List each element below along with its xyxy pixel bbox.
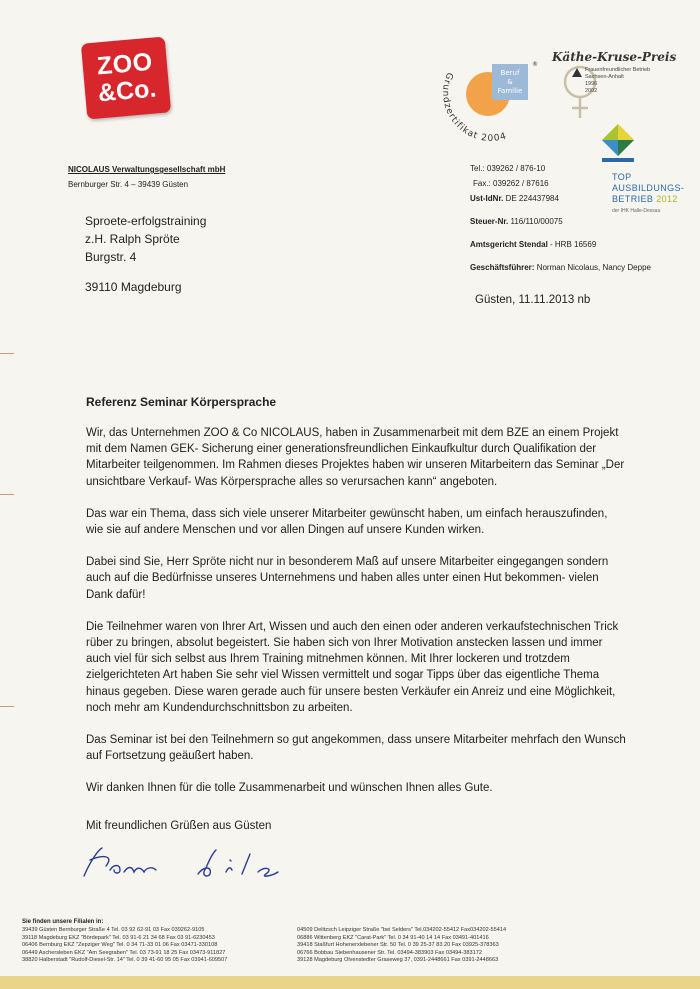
recipient-address	[85, 212, 206, 296]
zoo-co-logo	[81, 36, 171, 119]
contact-geschaeftsfuehrer	[470, 264, 651, 272]
top-ausbildungsbetrieb-badge-icon	[600, 122, 636, 170]
contact-steuer	[470, 218, 563, 226]
ust-value: DE 224437984	[505, 194, 559, 203]
handwritten-signature	[80, 840, 300, 885]
recipient-city: 39110 Magdeburg	[85, 280, 182, 294]
beruf-text: Beruf	[500, 69, 520, 77]
branch-line: 06766 Bobbau Siebenhausener Str. Tel. 03494-383903 Fax 03494-383172	[297, 949, 482, 956]
recipient-line2: z.H. Ralph Spröte	[85, 232, 180, 246]
top-line2: AUSBILDUNGS-	[612, 182, 685, 193]
contact-amtsgericht	[470, 241, 596, 249]
fold-mark	[0, 494, 14, 495]
kaethe-line4: 2002	[585, 87, 598, 94]
familie-text: Familie	[497, 87, 523, 95]
branch-line: 06449 Aschersleben EKZ "Am Seegraben" Tel. 03 73-91 18 25 Fax 03473-911827	[22, 949, 226, 956]
branch-line: 39118 Magdeburg EKZ "Bördepark" Tel. 03 91-6 21 34 68 Fax 03 91-6230453	[22, 934, 215, 941]
footer-heading: Sie finden unsere Filialen in:	[22, 919, 104, 925]
body-paragraph: Das war ein Thema, dass sich viele unserer Mitarbeiter gewünscht haben, um einfach herauszufinden, wie sie auf andere Menschen und vor allen Dingen auf unsere Kunden wirken.	[86, 507, 608, 537]
grundzertifikat-seal	[436, 42, 546, 142]
branch-line: 06406 Bernburg EKZ "Zepziger Weg" Tel. 0 34 71-33 01 06 Fax 03471-330108	[22, 942, 218, 948]
top-year: 2012	[656, 193, 678, 204]
top-ausbildungsbetrieb-text	[612, 172, 684, 204]
gf-label: Geschäftsführer:	[470, 263, 535, 272]
logo-line1: ZOO	[95, 47, 154, 81]
grundzertifikat-arc-text: Grundzertifikat 2004	[440, 70, 509, 142]
contact-fax: Fax.: 039262 / 87616	[473, 179, 549, 188]
footer-color-bar	[0, 976, 700, 989]
body-paragraph: Die Teilnehmer waren von Ihrer Art, Wissen und auch den einen oder anderen verkaufstechnischen Trick rüber zu bringen, absolut begeistert. Sie haben sich von Ihrer Motivation anstecken lassen und immer auch viel für sich selbst aus Ihrem Training mitnehmen können. Mit Ihrer lockeren und trotzdem zielgerichteten Art haben Sie sehr viel Wissen vermittelt und sogar Tipps über das eigentliche Thema hinaus gegeben. Diese waren gerade auch für unsere besten Verkäufer ein Anreiz und eine Möglichkeit, noch mehr am Kundendurchschnittsbon zu arbeiten.	[86, 620, 619, 714]
gf-value: Norman Nicolaus, Nancy Deppe	[536, 263, 651, 272]
fold-mark	[0, 706, 14, 707]
kaethe-line2: Sachsen-Anhalt	[585, 73, 624, 80]
letter-date: Güsten, 11.11.2013 nb	[475, 294, 591, 306]
top-line3: BETRIEB	[612, 193, 654, 204]
branch-line: 39439 Güsten Bernburger Straße 4 Tel. 03 92 62-91 03 Fax 039262-9105	[22, 927, 205, 933]
contact-ust	[470, 195, 559, 203]
fold-mark	[0, 353, 14, 354]
amtsgericht-label: Amtsgericht Stendal	[470, 240, 548, 249]
kaethe-line3: 1996	[585, 80, 598, 87]
footer-branches-left	[22, 927, 227, 965]
branch-line: 39418 Staßfurt Hohenerxlebener Str. 50 Tel. 0 39 25-37 83 20 Fax 03925-378363	[297, 942, 499, 948]
letter-subject: Referenz Seminar Körpersprache	[86, 395, 277, 409]
ampersand-text: &	[507, 78, 513, 86]
kaethe-kruse-title: Käthe-Kruse-Preis	[552, 50, 677, 64]
sender-company-name: NICOLAUS Verwaltungsgesellschaft mbH	[68, 165, 226, 174]
steuer-value: 116/110/00075	[510, 217, 563, 226]
recipient-line3: Burgstr. 4	[85, 250, 137, 264]
body-paragraph: Wir, das Unternehmen ZOO & Co NICOLAUS, haben in Zusammenarbeit mit dem BZE an einem Projekt mit dem Namen GEK- Sicherung einer generationsfreundlichen Einkaufkultur durch Qualifikation der Mitarbeiter teilgenommen. Im Rahmen dieses Projektes haben wir unseren Mitarbeitern das Seminar „Der unsichtbare Verkauf- Was Körpersprache alles so verursachen kann“ angeboten.	[86, 427, 625, 488]
ihk-text: der IHK Halle-Dessau	[612, 208, 661, 214]
closing-line: Mit freundlichen Grüßen aus Güsten	[86, 820, 272, 832]
sender-address: Bernburger Str. 4 – 39439 Güsten	[68, 180, 189, 189]
logo-line2: &Co.	[96, 74, 158, 108]
triangle-logo-icon	[572, 68, 582, 77]
registered-mark: ®	[532, 61, 538, 68]
hrb-value: - HRB 16569	[547, 240, 597, 249]
top-line1: TOP	[612, 172, 632, 182]
body-paragraph: Wir danken Ihnen für die tolle Zusammenarbeit und wünschen Ihnen alles Gute.	[86, 782, 493, 795]
footer-branches-right	[297, 927, 506, 965]
branch-line: 06886 Wittenberg EKZ "Carat-Park" Tel. 0 34 91-40 14 14 Fax 03491-401416	[297, 934, 489, 941]
branch-line: 04509 Delitzsch Leipziger Straße "bei Selders" Tel.034202-55412 Fax034202-55414	[297, 927, 507, 933]
letter-body	[86, 425, 626, 813]
branch-line: 39128 Magdeburg Olvenstedter Graseweg 37, 0391-2448661 Fax 0391-2448663	[297, 957, 499, 963]
contact-tel: Tel.: 039262 / 876-10	[470, 164, 546, 173]
ust-label: Ust-IdNr.	[470, 194, 504, 203]
kaethe-kruse-subtitle	[585, 67, 685, 95]
body-paragraph: Dabei sind Sie, Herr Spröte nicht nur in besonderem Maß auf unsere Mitarbeiter eingegangen sondern auch auf die Bedürfnisse unseres Unternehmens und haben alles unter einen Hut bekommen- vielen Dank dafür!	[86, 556, 609, 601]
branch-line: 38820 Halberstadt "Rudolf-Diesel-Str. 14" Tel. 0 39 41-60 95 05 Fax 03941-609507	[22, 957, 228, 963]
kaethe-line1: Frauenfreundlicher Betrieb	[585, 67, 651, 73]
body-paragraph: Das Seminar ist bei den Teilnehmern so gut angekommen, dass unsere Mitarbeiter mehrfach den Wunsch auf Fortsetzung geäußert haben.	[86, 734, 626, 763]
steuer-label: Steuer-Nr.	[470, 217, 509, 226]
recipient-line1: Sproete-erfolgstraining	[85, 214, 207, 228]
